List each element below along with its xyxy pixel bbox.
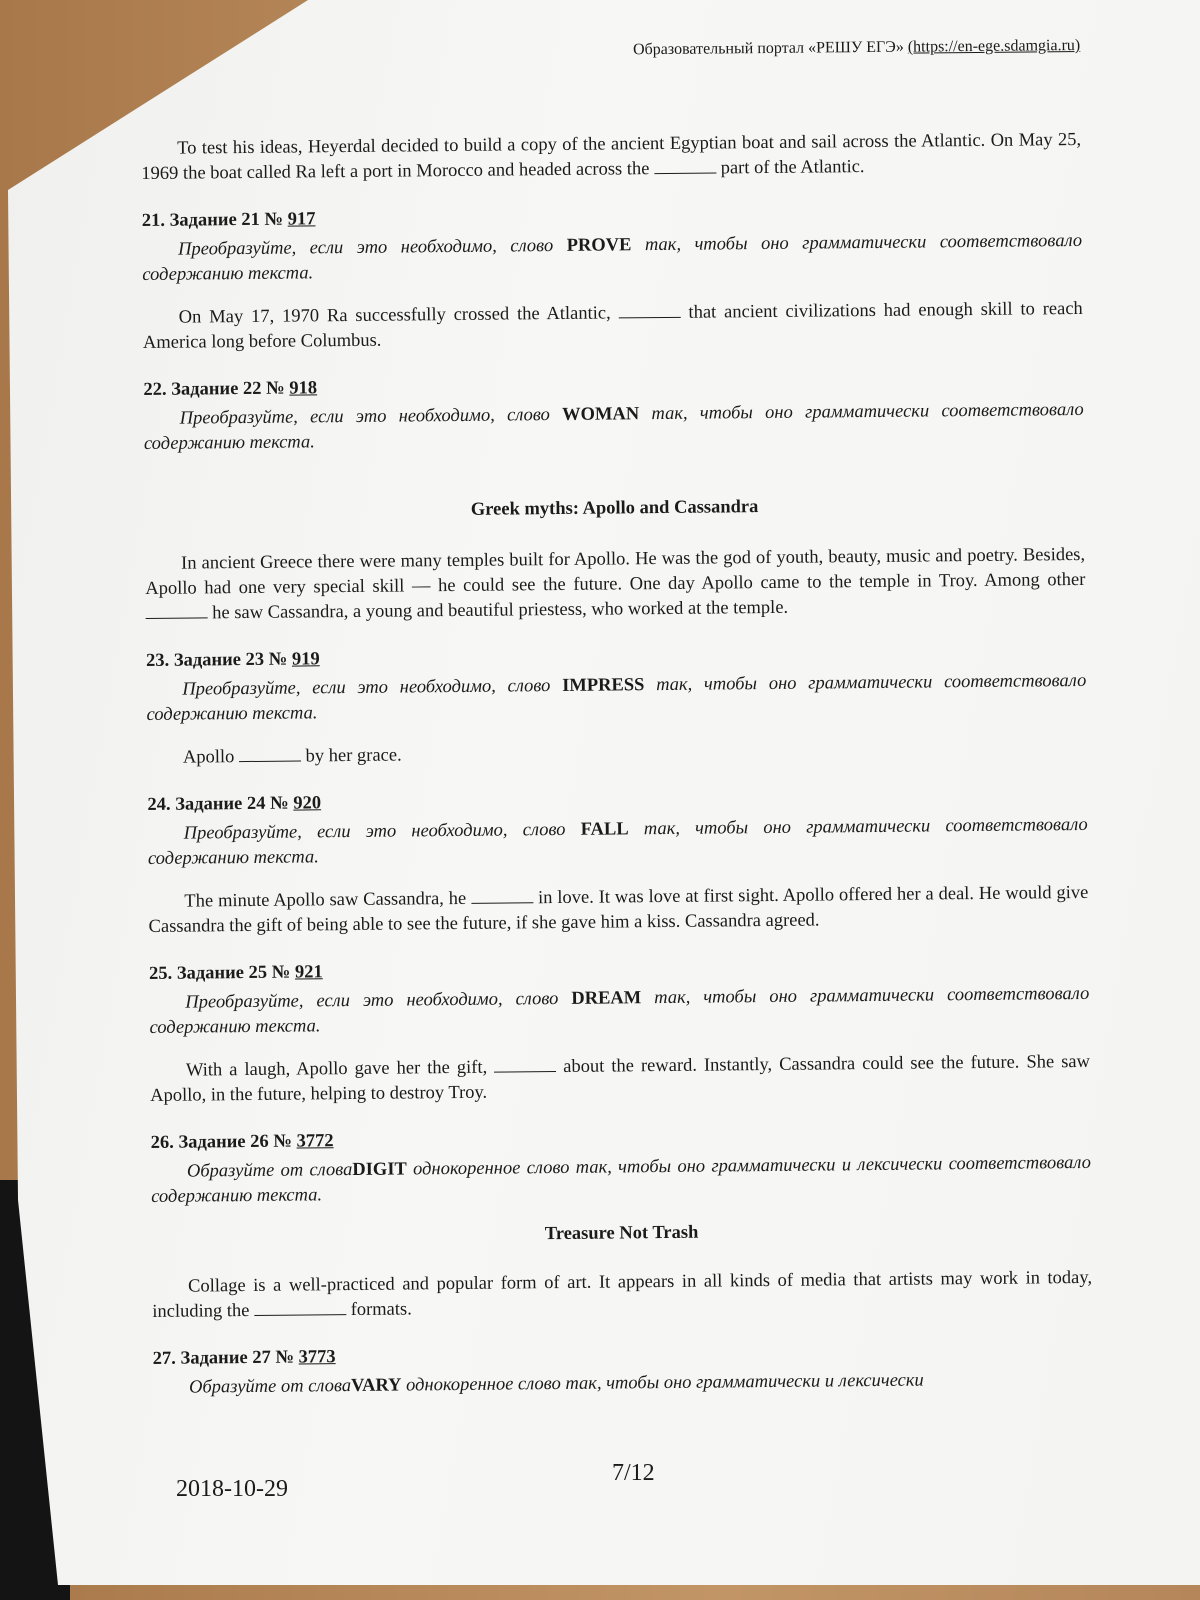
task-number-link[interactable]: 3772 xyxy=(296,1131,334,1152)
task-keyword: IMPRESS xyxy=(562,675,645,696)
intro-line2-post: part of the Atlantic. xyxy=(720,157,865,179)
task-sentence xyxy=(147,737,1087,771)
story-post: he saw Cassandra, a young and beautiful priestess, who worked at the temple. xyxy=(212,597,789,624)
page-number: 7/12 xyxy=(612,1460,655,1486)
instr-post: так, чтобы оно грамматически соответствовало содержанию текста. xyxy=(146,670,1087,725)
task-title-text: 26. Задание 26 № xyxy=(150,1131,293,1153)
task-instruction xyxy=(146,669,1086,728)
task-title-text: 27. Задание 27 № xyxy=(152,1347,295,1369)
sentence-post: about the reward. Instantly, Cassandra could see the future. She saw Apollo, in the future, helping to destroy Troy. xyxy=(150,1051,1091,1106)
task-instruction xyxy=(149,982,1089,1041)
task-number-link[interactable]: 918 xyxy=(289,378,318,399)
sentence-pre: With a laugh, Apollo gave her the gift, xyxy=(185,1057,488,1081)
task-sentence xyxy=(143,297,1083,356)
story-paragraph xyxy=(152,1266,1092,1325)
sentence-pre: Apollo xyxy=(182,747,235,768)
task-sentence xyxy=(148,881,1088,940)
task-keyword: WOMAN xyxy=(562,404,640,425)
task-keyword: VARY xyxy=(350,1375,402,1397)
task-keyword: DIGIT xyxy=(352,1159,407,1181)
story-paragraph xyxy=(145,543,1086,627)
task-title xyxy=(146,640,1086,674)
intro-line2-pre: On May 25, 1969 the boat called Ra left a port in Morocco and headed across the xyxy=(141,129,1082,184)
footer-date: 2018-10-29 xyxy=(176,1476,288,1502)
answer-blank xyxy=(254,1298,346,1316)
instr-post: однокоренное слово так, чтобы оно грамматически и лексически соответствовало содержанию текста. xyxy=(151,1152,1092,1207)
sentence-pre: The minute Apollo saw Cassandra, he xyxy=(184,888,467,912)
story-pre: In ancient Greece there were many temples built for Apollo. He was the god of youth, beauty, music and poetry. Besides, Apollo had one very special skill — he could see the future. One day Apollo came to the temple in Troy. Among other xyxy=(145,544,1086,599)
task-23 xyxy=(146,640,1087,771)
task-instruction xyxy=(144,398,1084,457)
task-title-text: 25. Задание 25 № xyxy=(148,962,291,984)
intro-line1: To test his ideas, Heyerdal decided to build a copy of the ancient Egyptian boat and sail across the Atlantic. xyxy=(177,130,986,159)
task-title xyxy=(149,953,1089,987)
sentence-post: by her grace. xyxy=(305,745,402,767)
task-keyword: FALL xyxy=(580,819,629,840)
task-number-link[interactable]: 919 xyxy=(291,649,320,670)
story-title: Treasure Not Trash xyxy=(544,1222,699,1245)
task-instruction xyxy=(151,1151,1091,1210)
instr-post: однокоренное слово так, чтобы оно грамматически и лексически xyxy=(406,1370,924,1396)
story-post: formats. xyxy=(350,1299,412,1321)
task-instruction xyxy=(148,813,1088,872)
answer-blank xyxy=(145,601,207,619)
instr-pre: Преобразуйте, если это необходимо, слово xyxy=(182,676,551,700)
sentence-pre: On May 17, 1970 Ra successfully crossed the Atlantic, xyxy=(178,303,611,328)
answer-blank xyxy=(239,744,301,762)
task-title xyxy=(153,1338,1093,1372)
instr-post: так, чтобы оно грамматически соответствовало содержанию текста. xyxy=(147,814,1088,869)
task-26 xyxy=(151,1122,1092,1210)
answer-blank xyxy=(471,886,533,904)
story-pre: Collage is a well-practiced and popular form of art. It appears in all kinds of media that artists may work in today, including the xyxy=(152,1267,1093,1322)
task-title xyxy=(143,369,1083,403)
instr-pre: Преобразуйте, если это необходимо, слово xyxy=(178,236,554,260)
task-title-text: 22. Задание 22 № xyxy=(143,378,285,400)
instr-post: так, чтобы оно грамматически соответствовало содержанию текста. xyxy=(142,230,1083,285)
task-21 xyxy=(142,200,1083,356)
instr-post: так, чтобы оно грамматически соответствовало содержанию текста. xyxy=(143,399,1084,454)
task-25 xyxy=(149,953,1090,1109)
instr-pre: Преобразуйте, если это необходимо, слово xyxy=(183,819,566,844)
header-text: Образовательный портал «РЕШУ ЕГЭ» xyxy=(632,38,904,59)
task-title-text: 24. Задание 24 № xyxy=(147,793,289,815)
instr-post: так, чтобы оно грамматически соответствовало содержанию текста. xyxy=(149,983,1090,1038)
sentence-post: in love. It was love at first sight. Apollo offered her a deal. He would give Cassandra the gift of being able to see the future, if she gave him a kiss. Cassandra agreed. xyxy=(148,882,1089,937)
task-number-link[interactable]: 3773 xyxy=(298,1347,336,1368)
sentence-post: that ancient civilizations had enough skill to reach America long before Columbus. xyxy=(142,298,1083,353)
instr-pre: Преобразуйте, если это необходимо, слово xyxy=(179,405,550,429)
answer-blank xyxy=(654,156,716,174)
intro-paragraph xyxy=(141,128,1081,187)
answer-blank xyxy=(619,301,681,319)
task-instruction xyxy=(142,229,1082,288)
task-title xyxy=(147,784,1087,818)
page-content xyxy=(140,21,1093,1401)
task-keyword: PROVE xyxy=(566,235,632,256)
header-link[interactable]: (https://en-ege.sdamgia.ru) xyxy=(907,36,1081,56)
task-title xyxy=(142,200,1082,234)
task-27 xyxy=(153,1338,1093,1401)
task-24 xyxy=(147,784,1088,940)
task-keyword: DREAM xyxy=(571,988,642,1009)
task-title xyxy=(151,1122,1091,1156)
task-title-text: 23. Задание 23 № xyxy=(145,649,288,671)
instr-pre: Образуйте от слова xyxy=(188,1376,352,1398)
task-title-text: 21. Задание 21 № xyxy=(141,209,284,231)
task-22 xyxy=(143,369,1084,457)
task-sentence xyxy=(150,1050,1090,1109)
task-number-link[interactable]: 920 xyxy=(293,793,322,814)
story-title: Greek myths: Apollo and Cassandra xyxy=(470,497,759,520)
task-number-link[interactable]: 921 xyxy=(294,962,323,983)
instr-pre: Образуйте от слова xyxy=(186,1160,353,1182)
page-header xyxy=(140,33,1080,67)
answer-blank xyxy=(494,1055,556,1073)
task-number-link[interactable]: 917 xyxy=(287,209,316,230)
instr-pre: Преобразуйте, если это необходимо, слово xyxy=(185,989,559,1013)
